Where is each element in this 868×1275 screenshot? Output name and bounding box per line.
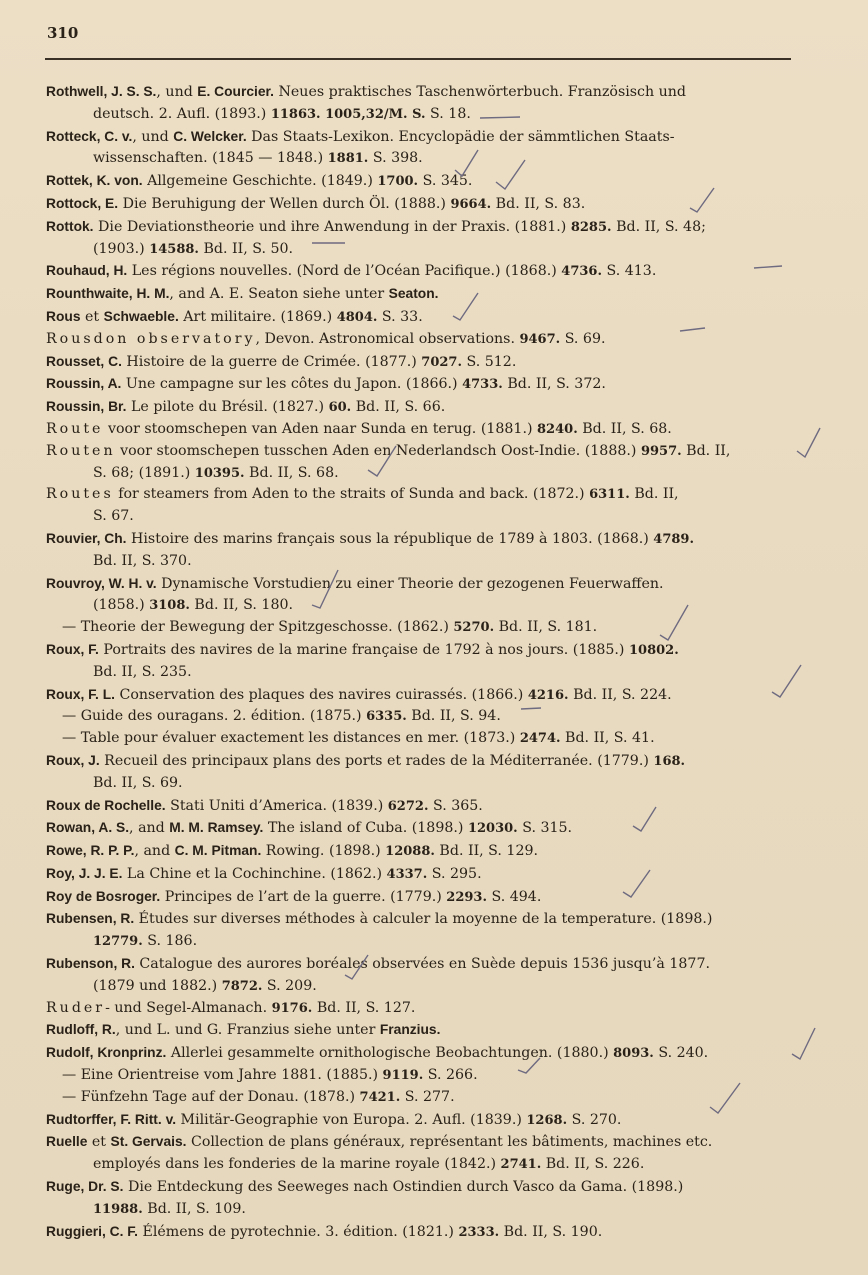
entry-text: , und — [156, 84, 198, 100]
entry-text: La Chine et la Cochinchine. (1862.) — [122, 865, 387, 882]
index-entry — [46, 1042, 791, 1065]
catalog-number: 3108. — [149, 598, 190, 614]
author-name: Franzius. — [379, 1022, 441, 1038]
entry-text: Une campagne sur les côtes du Japon. (1866.) — [121, 376, 463, 393]
entry-line — [46, 551, 791, 573]
entry-text: Militär-Geographie von Europa. 2. Aufl. (1839.) — [176, 1111, 527, 1128]
author-name: Rothwell, J. S. S. — [46, 84, 157, 99]
entry-text: (1858.) — [93, 597, 150, 614]
catalog-number: 60. — [328, 400, 352, 416]
entry-line — [46, 351, 791, 374]
entry-text: Bd. II, S. 129. — [434, 843, 539, 860]
entry-text: — Eine Orientreise vom Jahre 1881. (1885.) — [62, 1067, 383, 1084]
entry-line — [46, 953, 791, 976]
entry-text: Bd. II, S. 226. — [541, 1156, 645, 1173]
catalog-number: 8240. — [537, 421, 578, 437]
entry-line — [46, 1131, 791, 1154]
entry-text: Le pilote du Brésil. (1827.) — [126, 399, 329, 416]
entry-line — [46, 908, 791, 931]
entry-text: , and — [129, 820, 170, 837]
catalog-number: 7027. — [421, 354, 462, 370]
entry-text: Bd. II, S. 127. — [312, 999, 416, 1016]
catalog-number: 12088. — [385, 844, 435, 860]
author-name: Rudolf, Kronprinz. — [46, 1045, 167, 1061]
entry-text: S. 33. — [377, 308, 423, 325]
author-name: Rouvier, Ch. — [46, 530, 127, 546]
spaced-title: Route — [46, 420, 104, 437]
entry-text: employés dans les fonderies de la marine royale (1842.) — [93, 1156, 501, 1173]
author-name: Rubensen, R. — [46, 911, 135, 927]
entry-line — [46, 170, 791, 193]
entry-line — [46, 840, 791, 863]
entry-text: S. 413. — [602, 263, 657, 280]
entry-text: Allgemeine Geschichte. (1849.) — [142, 173, 378, 190]
author-name: Seaton. — [388, 286, 439, 302]
author-name: C. M. Pitman. — [174, 843, 262, 859]
author-name: St. Gervais. — [110, 1134, 187, 1150]
index-entry — [46, 396, 791, 419]
entry-line — [46, 148, 791, 170]
entry-line — [46, 419, 791, 441]
catalog-number: 9467. — [519, 331, 561, 347]
author-name: Roux, F. L. — [46, 686, 115, 702]
entry-text: Bd. II, S. 190. — [499, 1223, 603, 1240]
entry-text: Bd. II, S. 372. — [502, 376, 606, 393]
catalog-number: 2293. — [446, 889, 488, 905]
entry-text: S. 494. — [487, 888, 542, 905]
entry-line — [46, 706, 791, 728]
entry-line — [46, 104, 791, 126]
entry-line — [46, 1087, 791, 1109]
entry-text: Art militaire. (1869.) — [178, 308, 337, 325]
entry-text: Élémens de pyrotechnie. 3. édition. (1821.) — [137, 1223, 459, 1240]
author-name: Rousset, C. — [46, 353, 122, 369]
entry-text: S. 345. — [418, 173, 473, 190]
entry-line — [46, 773, 791, 795]
index-subentry — [46, 617, 791, 639]
entry-line — [46, 441, 791, 463]
entry-text: Bd. II, S. 50. — [198, 240, 294, 257]
entry-text: Bd. II, S. 68. — [577, 420, 672, 437]
author-name: Roussin, Br. — [46, 399, 127, 415]
index-entry — [46, 863, 791, 886]
entry-line — [46, 998, 791, 1020]
entry-line — [46, 1019, 791, 1042]
index-entry — [46, 170, 791, 193]
entry-text: S. 186. — [142, 933, 198, 950]
index-entry — [46, 283, 791, 306]
entry-text: Bd. II, S. 94. — [406, 708, 501, 725]
author-name: C. Welcker. — [173, 128, 247, 144]
entry-line — [46, 1042, 791, 1065]
entry-line — [46, 662, 791, 684]
entry-text: S. 266. — [423, 1067, 478, 1084]
catalog-number: 2474. — [519, 731, 561, 747]
author-name: Rudtorffer, F. Ritt. v. — [46, 1111, 177, 1127]
entry-text: S. 512. — [462, 353, 517, 370]
entry-line — [46, 283, 791, 306]
catalog-number: 12030. — [467, 821, 518, 837]
catalog-number: 2333. — [458, 1224, 500, 1240]
author-name: Rouvroy, W. H. v. — [46, 575, 157, 591]
catalog-number: 8093. — [613, 1046, 654, 1062]
index-entry — [46, 1221, 791, 1244]
catalog-number: 12779. — [93, 934, 143, 950]
entry-text: (1879 und 1882.) — [93, 977, 222, 994]
index-entry — [46, 306, 791, 329]
author-name: Rottock, E. — [46, 195, 119, 211]
catalog-number: 6335. — [366, 709, 407, 725]
entry-line — [46, 260, 791, 283]
index-entry — [46, 216, 791, 261]
entry-text: Allerlei gesammelte ornithologische Beobachtungen. (1880.) — [166, 1045, 614, 1062]
catalog-number: 11863. — [270, 106, 321, 122]
entry-text: S. 67. — [93, 508, 134, 525]
index-entry — [46, 193, 791, 216]
entry-text: — Theorie der Bewegung der Spitzgeschosse. (1862.) — [62, 619, 454, 636]
entry-text: Bd. II, S. 69. — [93, 774, 183, 791]
catalog-number: 1268. — [526, 1112, 568, 1128]
entry-text: Rowing. (1898.) — [261, 843, 386, 860]
catalog-number: 7421. — [359, 1089, 401, 1105]
author-name: Roux, F. — [46, 641, 99, 657]
author-name: Roux, J. — [46, 752, 100, 768]
index-entry — [46, 998, 791, 1020]
index-entry — [46, 953, 791, 998]
entry-text: deutsch. 2. Aufl. (1893.) — [93, 105, 271, 122]
entry-line — [46, 329, 791, 351]
entry-text: Bd. II, S. 235. — [93, 663, 192, 680]
page-number: 310 — [47, 24, 79, 42]
entry-text: S. 68; (1891.) — [93, 464, 195, 481]
author-name: Rouhaud, H. — [46, 263, 128, 279]
entry-text: wissenschaften. (1845 — 1848.) — [93, 150, 328, 167]
entry-text: Bd. II, S. 370. — [93, 552, 192, 569]
catalog-number: 4789. — [653, 531, 695, 547]
entry-line — [46, 1154, 791, 1176]
entry-line — [46, 193, 791, 216]
index-entry — [46, 750, 791, 795]
entry-line — [46, 484, 791, 506]
index-entry — [46, 908, 791, 953]
entry-text: et — [87, 1134, 111, 1151]
entry-text: Recueil des principaux plans des ports et rades de la Méditerranée. (1779.) — [99, 752, 654, 769]
author-name: Ruelle — [46, 1134, 88, 1150]
catalog-number: 10802. — [628, 642, 679, 658]
index-entry — [46, 1109, 791, 1132]
catalog-number: 4216. — [527, 687, 569, 703]
entry-line — [46, 1176, 791, 1199]
catalog-number: 4337. — [386, 866, 428, 882]
entry-line — [46, 506, 791, 528]
entry-text: Bd. II, S. 68. — [244, 464, 339, 481]
index-entry — [46, 1019, 791, 1042]
index-entry — [46, 886, 791, 909]
entry-text: S. 398. — [368, 150, 423, 167]
index-entry — [46, 373, 791, 396]
entry-text: Bd. II, S. 180. — [189, 597, 294, 614]
catalog-number: 9176. — [271, 1000, 313, 1016]
entry-text: Das Staats-Lexikon. Encyclopädie der sämmtlichen Staats- — [246, 128, 675, 145]
index-entry — [46, 126, 791, 171]
index-entry — [46, 81, 791, 126]
index-entry — [46, 351, 791, 374]
entry-text: , und — [132, 128, 174, 145]
entry-text: , Devon. Astronomical observations. — [255, 330, 520, 347]
entry-text: - und Segel-Almanach. — [105, 999, 272, 1016]
index-entry — [46, 573, 791, 618]
spaced-title: Ruder — [46, 999, 106, 1016]
entry-line — [46, 595, 791, 617]
author-name: E. Courcier. — [197, 84, 274, 99]
entry-text: voor stoomschepen tusschen Aden en Nederlandsch Oost-Indie. (1888.) — [115, 442, 641, 459]
spaced-title: Routes — [46, 486, 114, 503]
entry-text: S. 295. — [427, 865, 482, 882]
entry-line — [46, 728, 791, 750]
entry-line — [46, 886, 791, 909]
entry-text: S. 365. — [428, 797, 483, 814]
author-name: Roux de Rochelle. — [46, 797, 166, 813]
index-entries — [46, 81, 791, 1243]
entry-text: Die Deviationstheorie und ihre Anwendung in der Praxis. (1881.) — [93, 218, 571, 235]
entry-line — [46, 639, 791, 662]
author-name: Schwaeble. — [103, 308, 179, 324]
entry-line — [46, 976, 791, 998]
entry-text: Dynamische Vorstudien zu einer Theorie der gezogenen Feuerwaffen. — [156, 575, 664, 592]
catalog-number: 6272. — [387, 798, 429, 814]
index-entry — [46, 795, 791, 818]
index-subentry — [46, 728, 791, 750]
entry-text: — Guide des ouragans. 2. édition. (1875.) — [62, 708, 367, 725]
author-name: Rowan, A. S. — [46, 820, 130, 836]
entry-text: Conservation des plaques des navires cuirassés. (1866.) — [114, 686, 528, 703]
author-name: Rottek, K. von. — [46, 173, 143, 189]
author-name: M. M. Ramsey. — [169, 820, 264, 836]
entry-line — [46, 528, 791, 551]
entry-line — [46, 126, 791, 149]
entry-line — [46, 684, 791, 707]
entry-text: Catalogue des aurores boréales observées en Suède depuis 1536 jusqu’à 1877. — [134, 956, 710, 973]
entry-text: voor stoomschepen van Aden naar Sunda en terug. (1881.) — [103, 420, 538, 437]
entry-text: , und L. und G. Franzius siehe unter — [115, 1022, 380, 1039]
index-entry — [46, 840, 791, 863]
author-name: Rounthwaite, H. M. — [46, 286, 170, 302]
index-entry — [46, 441, 791, 485]
entry-line — [46, 239, 791, 261]
author-name: Ruge, Dr. S. — [46, 1179, 124, 1195]
entry-text: S. 240. — [653, 1045, 709, 1062]
catalog-number: 8285. — [570, 219, 612, 235]
entry-text: S. 209. — [262, 977, 317, 994]
index-subentry — [46, 1087, 791, 1109]
author-name: Roy de Bosroger. — [46, 888, 161, 904]
entry-line — [46, 373, 791, 396]
index-entry — [46, 329, 791, 351]
entry-line — [46, 1199, 791, 1221]
catalog-number: 11988. — [93, 1201, 143, 1217]
entry-text: Collection de plans généraux, représentant les bâtiments, machines etc. — [186, 1134, 713, 1151]
catalog-number: 1881. — [327, 151, 369, 167]
entry-line — [46, 817, 791, 840]
entry-text: The island of Cuba. (1898.) — [263, 820, 468, 837]
entry-line — [46, 863, 791, 886]
author-name: Rous — [46, 308, 81, 324]
index-entry — [46, 684, 791, 707]
entry-text: Études sur diverses méthodes à calculer la moyenne de la temperature. (1898.) — [134, 911, 713, 928]
entry-line — [46, 931, 791, 953]
index-entry — [46, 817, 791, 840]
entry-text: Histoire des marins français sous la république de 1789 à 1803. (1868.) — [126, 530, 654, 547]
catalog-number: 168. — [653, 753, 686, 769]
entry-text: S. 270. — [567, 1111, 622, 1128]
entry-text: S. 69. — [560, 330, 606, 347]
check-mark — [792, 1028, 815, 1059]
index-entry — [46, 639, 791, 684]
entry-text: Neues praktisches Taschenwörterbuch. Französisch und — [273, 84, 687, 100]
entry-text: Die Entdeckung des Seeweges nach Ostindien durch Vasco da Gama. (1898.) — [123, 1179, 684, 1196]
entry-line — [46, 617, 791, 639]
spaced-title: Routen — [46, 442, 116, 459]
catalog-number: 4733. — [462, 377, 503, 393]
entry-line — [46, 1065, 791, 1087]
entry-text: — Fünfzehn Tage auf der Donau. (1878.) — [62, 1088, 360, 1105]
entry-text: Principes de l’art de la guerre. (1779.) — [160, 888, 447, 905]
catalog-number: 9664. — [450, 196, 492, 212]
entry-text: Bd. II, — [629, 486, 679, 503]
entry-line — [46, 216, 791, 239]
entry-text: Stati Uniti d’America. (1839.) — [165, 797, 388, 814]
entry-text: (1903.) — [93, 240, 150, 257]
check-mark — [797, 428, 820, 457]
index-entry — [46, 419, 791, 441]
index-subentry — [46, 1065, 791, 1087]
header-rule — [45, 58, 791, 60]
entry-text: , and — [134, 843, 175, 860]
index-subentry — [46, 706, 791, 728]
entry-line — [46, 795, 791, 818]
entry-text: Bd. II, — [681, 442, 731, 459]
entry-text: Bd. II, S. 181. — [494, 619, 598, 636]
entry-text: Les régions nouvelles. (Nord de l’Océan Pacifique.) (1868.) — [127, 263, 562, 280]
entry-line — [46, 463, 791, 485]
catalog-number: 1005,32/M. S. — [325, 106, 426, 122]
entry-text: Bd. II, S. 83. — [491, 195, 586, 212]
entry-text: S. 18. — [425, 105, 471, 122]
author-name: Roussin, A. — [46, 376, 122, 392]
entry-line — [46, 396, 791, 419]
author-name: Rudloff, R. — [46, 1022, 116, 1038]
author-name: Ruggieri, C. F. — [46, 1223, 138, 1239]
author-name: Rottok. — [46, 218, 94, 234]
author-name: Rubenson, R. — [46, 956, 135, 972]
author-name: Roy, J. J. E. — [46, 865, 123, 881]
catalog-number: 5270. — [453, 620, 495, 636]
spaced-title: Rousdon observatory — [46, 330, 256, 347]
entry-text: S. 315. — [517, 820, 573, 837]
entry-text: Portraits des navires de la marine française de 1792 à nos jours. (1885.) — [98, 641, 629, 658]
entry-text: S. 277. — [400, 1088, 455, 1105]
catalog-number: 9119. — [382, 1068, 424, 1084]
catalog-number: 7872. — [221, 978, 263, 994]
catalog-number: 4736. — [561, 264, 603, 280]
index-entry — [46, 1131, 791, 1176]
entry-text: et — [80, 308, 104, 325]
author-name: Rotteck, C. v. — [46, 128, 133, 144]
catalog-number: 9957. — [640, 443, 682, 459]
catalog-number: 6311. — [589, 487, 630, 503]
entry-text: Histoire de la guerre de Crimée. (1877.) — [121, 353, 422, 370]
entry-text: — Table pour évaluer exactement les distances en mer. (1873.) — [62, 730, 520, 747]
entry-text: , and A. E. Seaton siehe unter — [169, 286, 389, 303]
entry-text: Bd. II, S. 48; — [611, 218, 706, 235]
entry-line — [46, 1109, 791, 1132]
entry-text: Bd. II, S. 224. — [568, 686, 672, 703]
index-entry — [46, 1176, 791, 1221]
entry-line — [46, 306, 791, 329]
entry-text: Bd. II, S. 66. — [351, 399, 446, 416]
index-entry — [46, 528, 791, 573]
entry-line — [46, 81, 791, 104]
entry-text: for steamers from Aden to the straits of Sunda and back. (1872.) — [113, 486, 590, 503]
catalog-number: 2741. — [500, 1157, 542, 1173]
entry-line — [46, 1221, 791, 1244]
entry-line — [46, 573, 791, 596]
index-entry — [46, 260, 791, 283]
entry-line — [46, 750, 791, 773]
index-entry — [46, 484, 791, 528]
entry-text: Bd. II, S. 41. — [560, 730, 655, 747]
entry-text: Bd. II, S. 109. — [142, 1200, 246, 1217]
catalog-number: 4804. — [336, 309, 378, 325]
catalog-number: 1700. — [377, 174, 419, 190]
catalog-number: 14588. — [149, 241, 199, 257]
entry-text: Die Beruhigung der Wellen durch Öl. (1888.) — [118, 195, 451, 212]
catalog-number: 10395. — [194, 465, 245, 481]
author-name: Rowe, R. P. P. — [46, 843, 135, 859]
